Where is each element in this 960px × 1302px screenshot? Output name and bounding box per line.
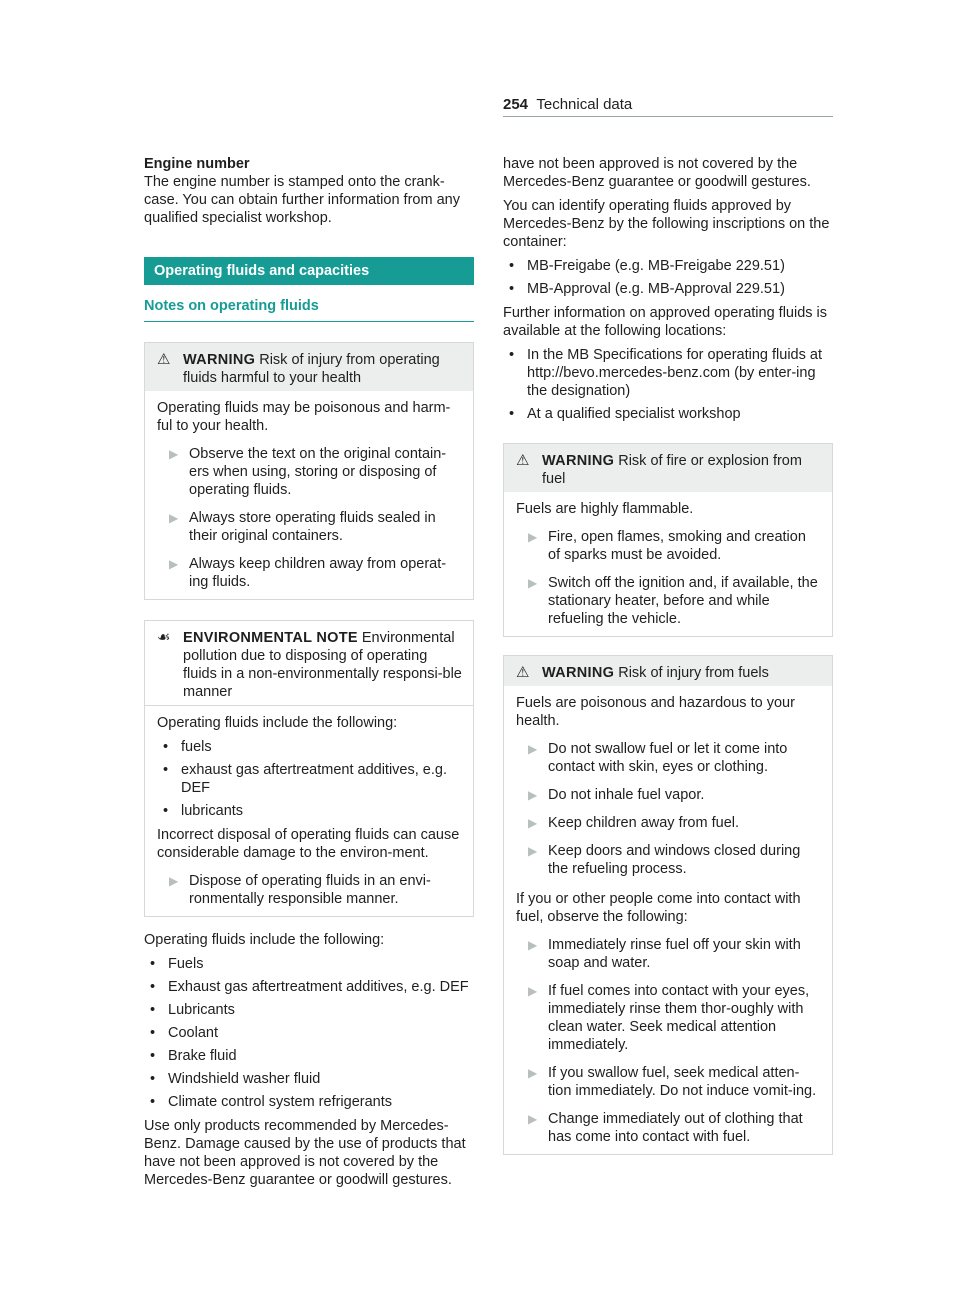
step-arrow-icon: ▶ xyxy=(169,447,179,461)
warning-step: ▶ Observe the text on the original contain-ers when using, storing or disposing of operating fluids. xyxy=(157,445,461,499)
env-note-label: ENVIRONMENTAL NOTE xyxy=(183,630,358,646)
warning-title: Risk of fire or explosion from fuel xyxy=(542,453,802,487)
list-item: • MB-Freigabe (e.g. MB-Freigabe 229.51) xyxy=(503,257,833,275)
step-arrow-icon: ▶ xyxy=(528,938,538,952)
env-step: ▶ Dispose of operating fluids in an envi-ronmentally responsible manner. xyxy=(157,872,461,908)
fluids-list xyxy=(144,955,474,1111)
engine-text: The engine number is stamped onto the crank-case. You can obtain further information from any qualified specialist workshop. xyxy=(144,174,460,226)
step-arrow-icon: ▶ xyxy=(528,742,538,756)
step-arrow-icon: ▶ xyxy=(528,844,538,858)
list-item: • MB-Approval (e.g. MB-Approval 229.51) xyxy=(503,280,833,298)
warning-step: ▶ Always store operating fluids sealed in their original containers. xyxy=(157,509,461,545)
list-item: • In the MB Specifications for operating fluids at http://bevo.mercedes-benz.com (by enter-ing the designation) xyxy=(503,346,833,400)
env-list xyxy=(157,738,461,820)
warning-title: Risk of injury from fuels xyxy=(618,665,769,681)
fluids-text-continued: have not been approved is not covered by the Mercedes-Benz guarantee or goodwill gestures. xyxy=(503,156,811,190)
step-arrow-icon: ▶ xyxy=(528,1066,538,1080)
warning-label: WARNING xyxy=(542,665,615,681)
warning-step: ▶ Switch off the ignition and, if available, the stationary heater, before and while refueling the vehicle. xyxy=(516,574,820,628)
step-arrow-icon: ▶ xyxy=(528,530,538,544)
step-arrow-icon: ▶ xyxy=(528,788,538,802)
warning-label: WARNING xyxy=(183,352,256,368)
warning-step: ▶ If fuel comes into contact with your eyes, immediately rinse them thor-oughly with clean water. Seek medical attention immediately. xyxy=(516,982,820,1054)
warning-step: ▶ If you swallow fuel, seek medical atten-tion immediately. Do not induce vomit-ing. xyxy=(516,1064,820,1100)
list-item: • Lubricants xyxy=(144,1001,474,1019)
env-note-title: Environmental pollution due to disposing of operating fluids in a non-environmentally responsi-ble manner xyxy=(183,630,462,700)
step-arrow-icon: ▶ xyxy=(169,557,179,571)
identify-list xyxy=(503,257,833,298)
step-arrow-icon: ▶ xyxy=(528,816,538,830)
warning-text: Fuels are highly flammable. xyxy=(516,501,694,517)
warning-step: ▶ Immediately rinse fuel off your skin with soap and water. xyxy=(516,936,820,972)
list-item: • Brake fluid xyxy=(144,1047,474,1065)
env-intro: Operating fluids include the following: xyxy=(157,715,398,731)
warning-step: ▶ Always keep children away from operat-ing fluids. xyxy=(157,555,461,591)
warning-triangle-icon: ⚠ xyxy=(157,351,171,368)
page-number: 254 xyxy=(503,96,529,113)
identify-text: You can identify operating fluids approved by Mercedes-Benz by the following inscriptions on the container: xyxy=(503,198,830,250)
step-arrow-icon: ▶ xyxy=(528,984,538,998)
further-text: Further information on approved operating fluids is available at the following locations: xyxy=(503,305,828,339)
warning-text: Fuels are poisonous and hazardous to your health. xyxy=(516,695,795,729)
warning-step: ▶ Fire, open flames, smoking and creation of sparks must be avoided. xyxy=(516,528,820,564)
subsection-title: Notes on operating fluids xyxy=(144,297,474,322)
engine-heading: Engine number xyxy=(144,156,250,172)
warning-box-fire xyxy=(503,443,833,637)
warning-box-operating-fluids xyxy=(144,342,474,600)
warning-step: ▶ Do not swallow fuel or let it come into contact with skin, eyes or clothing. xyxy=(516,740,820,776)
warning-label: WARNING xyxy=(542,453,615,469)
right-column xyxy=(503,155,833,1155)
further-list xyxy=(503,346,833,423)
warning-step: ▶ Keep doors and windows closed during the refueling process. xyxy=(516,842,820,878)
warning-step: ▶ Change immediately out of clothing that has come into contact with fuel. xyxy=(516,1110,820,1146)
step-arrow-icon: ▶ xyxy=(169,511,179,525)
warning-triangle-icon: ⚠ xyxy=(516,664,530,681)
warning-title: Risk of injury from operating fluids harmful to your health xyxy=(183,352,440,386)
warning-step: ▶ Do not inhale fuel vapor. xyxy=(516,786,820,804)
list-item: • lubricants xyxy=(157,802,461,820)
list-item: • Climate control system refrigerants xyxy=(144,1093,474,1111)
list-item: • Exhaust gas aftertreatment additives, e.g. DEF xyxy=(144,978,474,996)
step-arrow-icon: ▶ xyxy=(528,576,538,590)
warning-box-fuels xyxy=(503,655,833,1155)
left-column xyxy=(144,155,474,1188)
warning-text-2: If you or other people come into contact with fuel, observe the following: xyxy=(516,891,801,925)
fluids-intro: Operating fluids include the following: xyxy=(144,932,385,948)
list-item: • Coolant xyxy=(144,1024,474,1042)
section-title: Operating fluids and capacities xyxy=(144,257,474,285)
page-header xyxy=(503,96,832,114)
environment-leaf-icon: ☙ xyxy=(157,629,171,646)
environmental-note-box xyxy=(144,620,474,917)
list-item: • Fuels xyxy=(144,955,474,973)
list-item: • Windshield washer fluid xyxy=(144,1070,474,1088)
step-arrow-icon: ▶ xyxy=(528,1112,538,1126)
warning-text: Operating fluids may be poisonous and harm-ful to your health. xyxy=(157,400,451,434)
list-item: • fuels xyxy=(157,738,461,756)
header-title: Technical data xyxy=(536,96,633,113)
header-divider xyxy=(503,116,833,117)
list-item: • exhaust gas aftertreatment additives, e.g. DEF xyxy=(157,761,461,797)
step-arrow-icon: ▶ xyxy=(169,874,179,888)
warning-step: ▶ Keep children away from fuel. xyxy=(516,814,820,832)
warning-triangle-icon: ⚠ xyxy=(516,452,530,469)
list-item: • At a qualified specialist workshop xyxy=(503,405,833,423)
env-text: Incorrect disposal of operating fluids can cause considerable damage to the environ-ment. xyxy=(157,827,460,861)
fluids-text: Use only products recommended by Mercedes-Benz. Damage caused by the use of products that have not been approved is not covered by the Mercedes-Benz guarantee or goodwill gestures. xyxy=(144,1118,466,1188)
